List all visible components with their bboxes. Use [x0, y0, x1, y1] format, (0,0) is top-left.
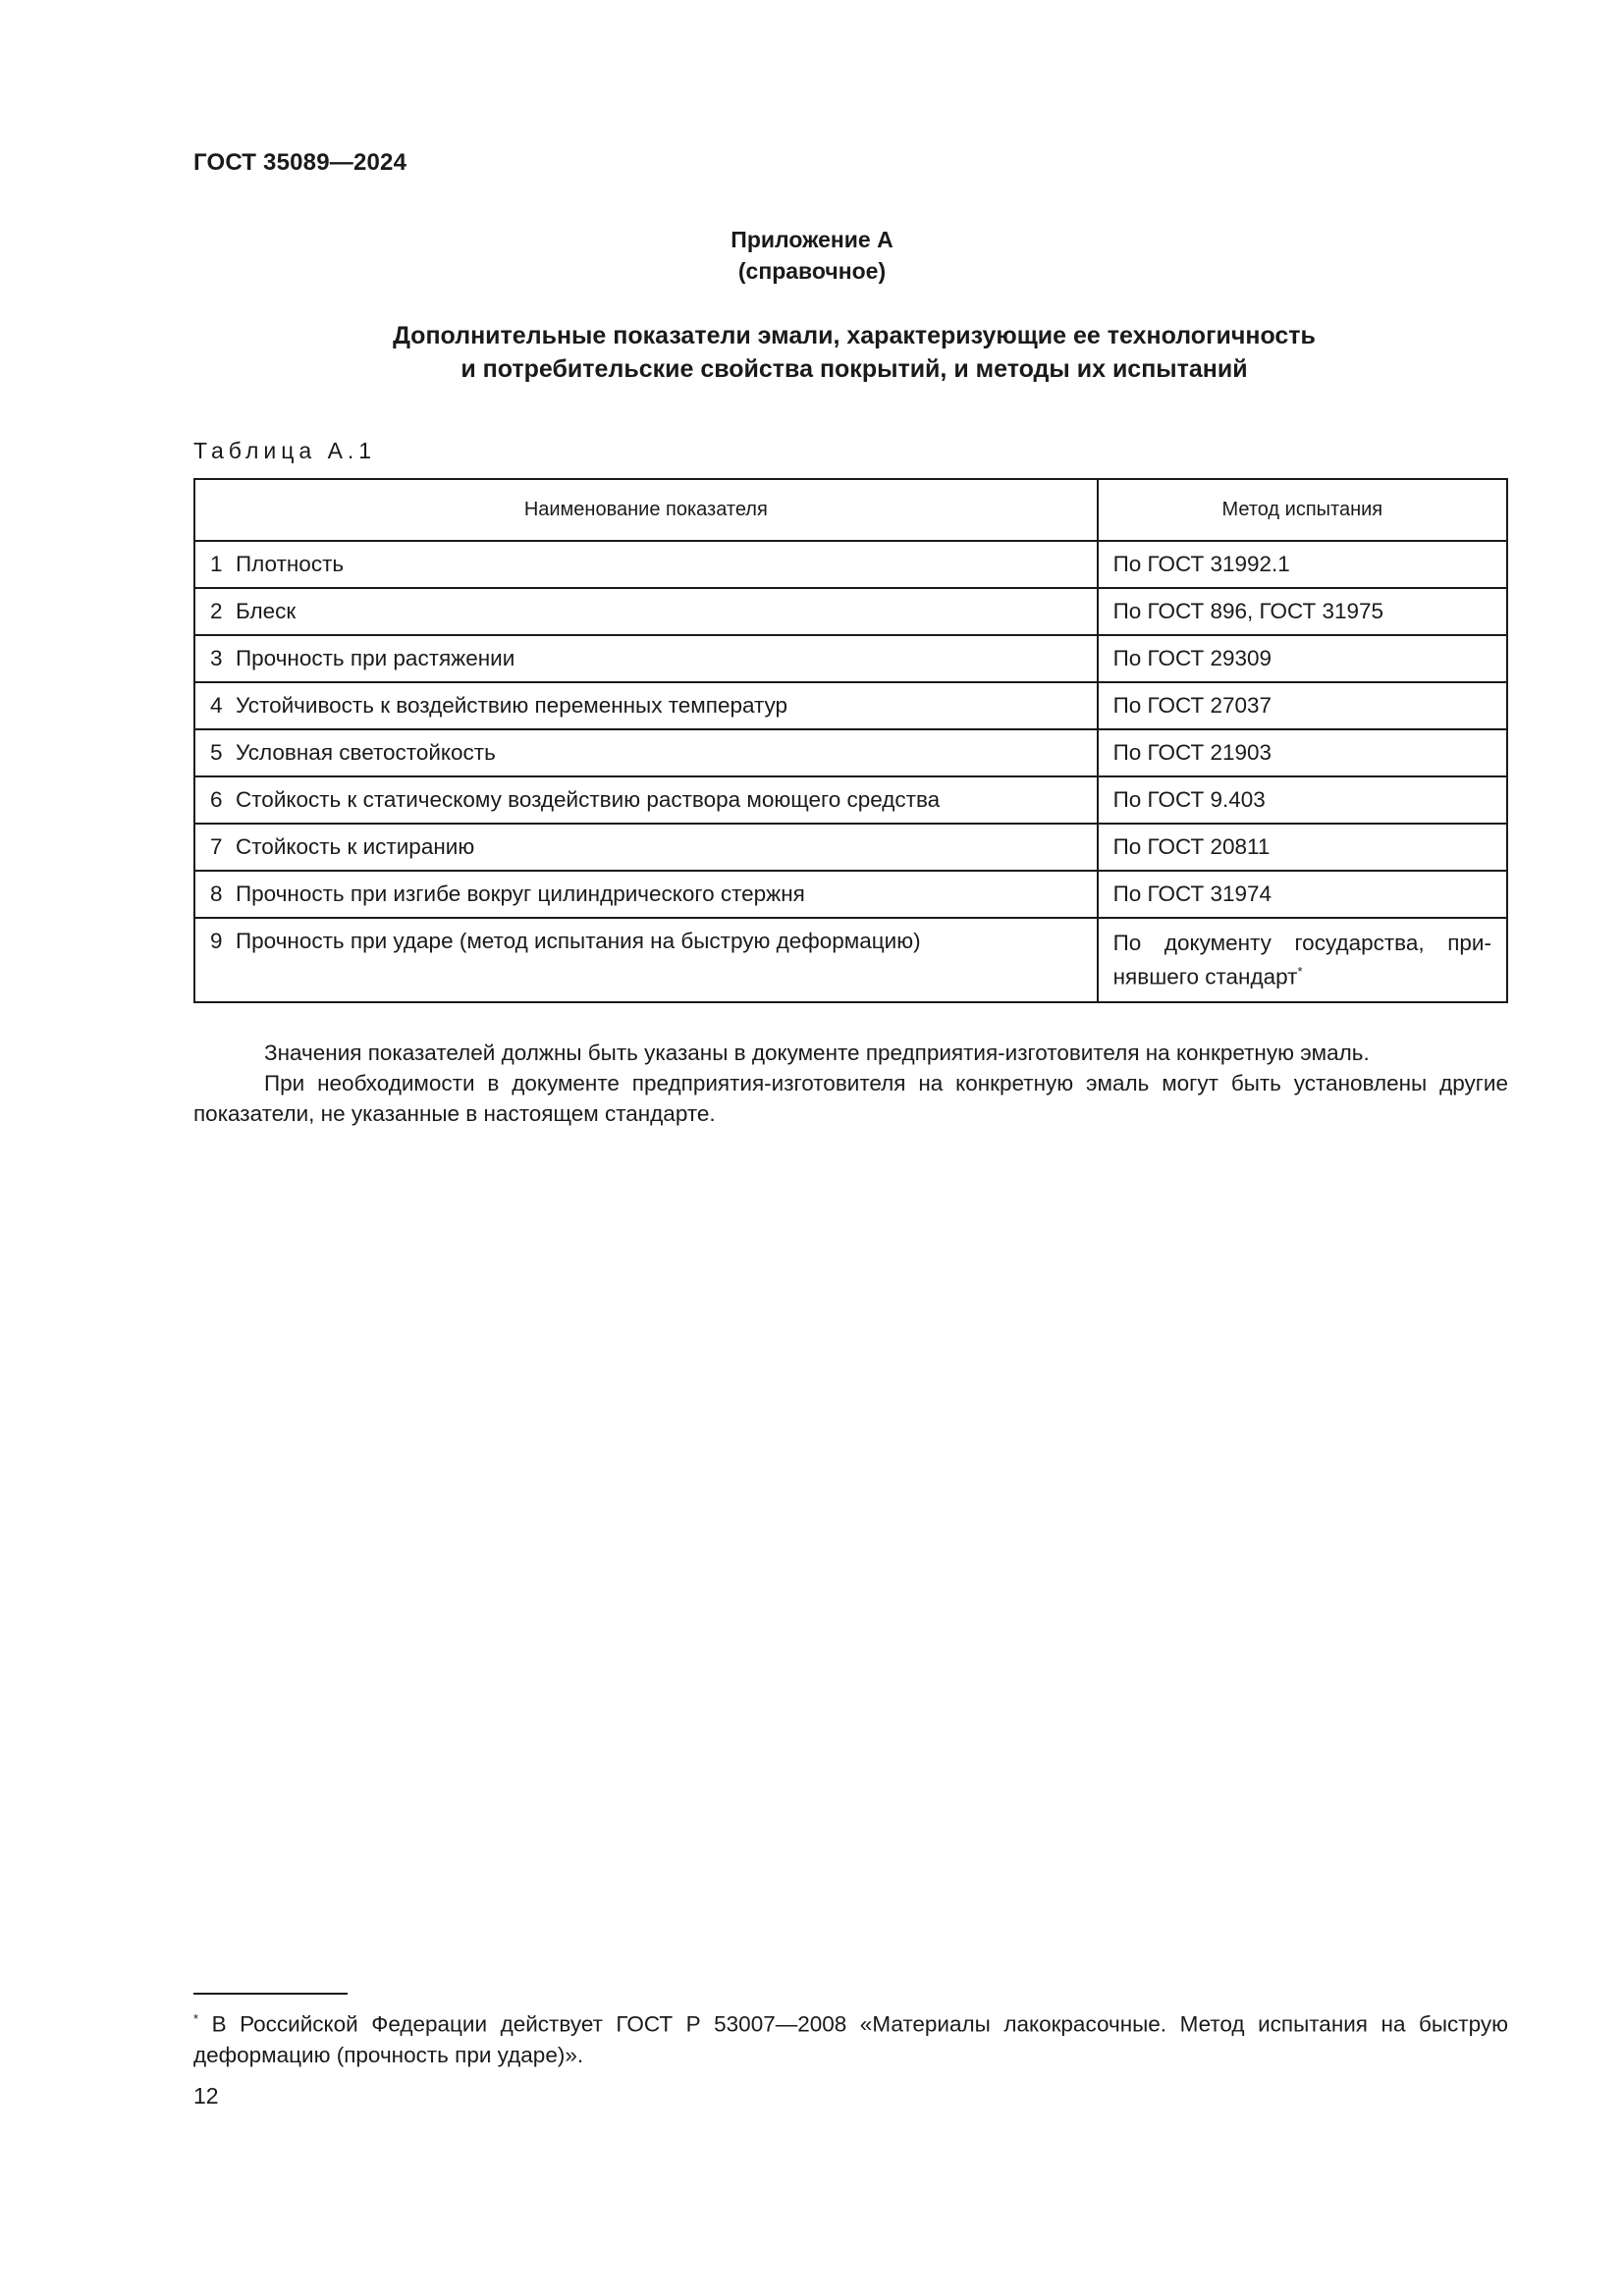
- table-row: [194, 635, 1507, 682]
- indicator-name: Прочность при растяжении: [236, 646, 515, 670]
- row-number: 5: [210, 740, 223, 765]
- indicator-cell: [194, 682, 1098, 729]
- indicator-name: Блеск: [236, 599, 297, 623]
- indicator-cell: [194, 824, 1098, 871]
- method-cell: По ГОСТ 31974: [1098, 871, 1507, 918]
- table-caption: Таблица А.1: [193, 438, 377, 463]
- annex-title: Приложение А: [731, 227, 893, 252]
- indicator-name: Прочность при ударе (метод испытания на быструю деформацию): [236, 929, 921, 953]
- method-cell: [1098, 918, 1507, 1002]
- row-number: 6: [210, 787, 223, 812]
- indicator-name: Стойкость к истиранию: [236, 834, 475, 859]
- indicator-cell: [194, 918, 1098, 1002]
- method-cell: По ГОСТ 21903: [1098, 729, 1507, 776]
- indicators-table: [193, 478, 1508, 1003]
- table-row: [194, 824, 1507, 871]
- method-cell: По ГОСТ 27037: [1098, 682, 1507, 729]
- table-row: [194, 871, 1507, 918]
- column-header-method: Метод испытания: [1098, 479, 1507, 541]
- table-row: [194, 729, 1507, 776]
- table-row: [194, 918, 1507, 1002]
- row-number: 2: [210, 599, 223, 623]
- paragraph-values: Значения показателей должны быть указаны в документе предприятия-изготовителя на конкретную эмаль.: [264, 1041, 1370, 1065]
- row-number: 3: [210, 646, 223, 670]
- indicator-name: Стойкость к статическому воздействию раствора моющего средства: [236, 787, 941, 812]
- page-number: 12: [193, 2083, 219, 2109]
- table-header-row: [194, 479, 1507, 541]
- table-row: [194, 588, 1507, 635]
- column-header-indicator: Наименование показателя: [194, 479, 1098, 541]
- footnote-text: В Российской Федерации действует ГОСТ Р 53007—2008 «Материалы лакокрасочные. Метод испытания на быструю деформацию (прочность при ударе)».: [193, 2011, 1508, 2067]
- indicator-name: Прочность при изгибе вокруг цилиндрического стержня: [236, 881, 805, 906]
- method-cell: По ГОСТ 896, ГОСТ 31975: [1098, 588, 1507, 635]
- row-number: 4: [210, 693, 223, 718]
- indicator-name: Условная светостойкость: [236, 740, 496, 765]
- document-code: ГОСТ 35089—2024: [193, 149, 407, 176]
- row-number: 9: [210, 929, 223, 953]
- indicator-name: Устойчивость к воздействию переменных температур: [236, 693, 788, 718]
- indicator-cell: [194, 729, 1098, 776]
- row-number: 8: [210, 881, 223, 906]
- footnote-mark: *: [193, 2011, 199, 2026]
- method-cell: По ГОСТ 9.403: [1098, 776, 1507, 824]
- annex-heading: [0, 319, 1624, 386]
- indicator-cell: [194, 541, 1098, 588]
- indicator-cell: [194, 635, 1098, 682]
- footnote-separator: [193, 1993, 348, 1995]
- indicator-name: Плотность: [236, 552, 345, 576]
- annex-heading-line-1: Дополнительные показатели эмали, характеризующие ее технологичность: [393, 322, 1316, 349]
- indicator-cell: [194, 776, 1098, 824]
- row-number: 1: [210, 552, 223, 576]
- footnote: [193, 2003, 1508, 2070]
- method-cell: По ГОСТ 31992.1: [1098, 541, 1507, 588]
- annex-type: (справочное): [737, 258, 887, 284]
- method-cell: По ГОСТ 20811: [1098, 824, 1507, 871]
- table-row: [194, 776, 1507, 824]
- footnote-reference[interactable]: *: [1297, 964, 1303, 979]
- table-row: [194, 541, 1507, 588]
- method-text: По документу государства, при-нявшего стандарт: [1112, 931, 1491, 989]
- indicator-cell: [194, 871, 1098, 918]
- table-row: [194, 682, 1507, 729]
- indicator-cell: [194, 588, 1098, 635]
- method-cell: По ГОСТ 29309: [1098, 635, 1507, 682]
- paragraph-additional: При необходимости в документе предприятия-изготовителя на конкретную эмаль могут быть установлены другие показатели, не указанные в настоящем стандарте.: [193, 1071, 1508, 1126]
- row-number: 7: [210, 834, 223, 859]
- annex-heading-line-2: и потребительские свойства покрытий, и методы их испытаний: [460, 355, 1248, 383]
